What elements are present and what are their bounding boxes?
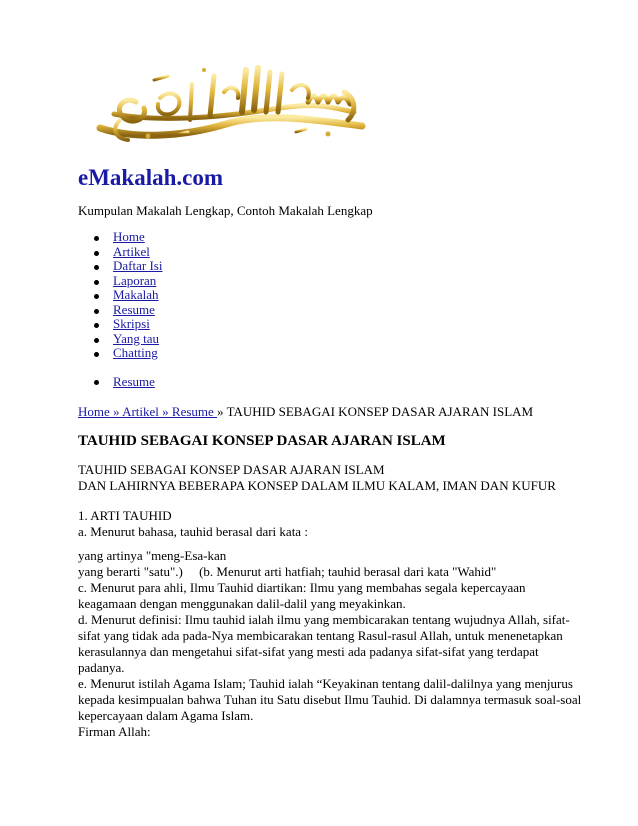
paragraph-line: d. Menurut definisi: Ilmu tauhid ialah ilmu yang membicarakan tentang wujudnya Allah, sifat-	[78, 612, 570, 627]
article-body	[78, 548, 582, 740]
nav-item-artikel	[92, 245, 162, 260]
section-heading: 1. ARTI TAUHID	[78, 508, 172, 523]
nav-link-chatting[interactable]: Chatting	[113, 345, 158, 360]
nav-link-yang-tau[interactable]: Yang tau	[113, 330, 159, 346]
sub-nav	[92, 374, 155, 389]
nav-link-laporan[interactable]: Laporan	[113, 272, 157, 288]
nav-link-daftar-isi[interactable]: Daftar Isi	[113, 258, 163, 273]
nav-link-artikel[interactable]: Artikel	[113, 243, 150, 259]
bismillah-calligraphy-logo	[96, 62, 366, 144]
section-arti-tauhid	[78, 508, 568, 540]
nav-link-skripsi[interactable]: Skripsi	[113, 316, 150, 331]
nav-link-home[interactable]: Home	[113, 229, 145, 244]
nav-item-laporan	[92, 274, 162, 289]
sub-nav-item-resume	[92, 374, 155, 389]
nav-item-chatting	[92, 346, 162, 361]
paragraph-line: kerasulannya dan mengetahui sifat-sifat yang mesti ada padanya sifat-sifat yang terdapat	[78, 644, 539, 659]
breadcrumb-home-link[interactable]: Home	[78, 404, 110, 419]
breadcrumb-separator: »	[217, 404, 227, 419]
paragraph-line: sifat yang tidak ada pada-Nya membicarakan tentang Rasul-rasul Allah, untuk menenetapkan	[78, 628, 563, 643]
breadcrumb-separator[interactable]: »	[109, 404, 123, 419]
subtitle-line: TAUHID SEBAGAI KONSEP DASAR AJARAN ISLAM	[78, 462, 385, 477]
nav-item-makalah	[92, 288, 162, 303]
nav-item-home	[92, 230, 162, 245]
nav-link-resume[interactable]: Resume	[113, 301, 155, 317]
breadcrumb-separator[interactable]: »	[162, 404, 172, 419]
article-subtitle	[78, 462, 568, 494]
sub-nav-link-resume[interactable]: Resume	[113, 374, 155, 389]
paragraph-line: kepercayaan dalam Agama Islam.	[78, 708, 254, 723]
paragraph-line: e. Menurut istilah Agama Islam; Tauhid ialah “Keyakinan tentang dalil-dalilnya yang menjurus	[78, 676, 573, 691]
paragraph-line: yang berarti "satu".) (b. Menurut arti hatfiah; tauhid berasal dari kata "Wahid"	[78, 564, 497, 579]
nav-item-yang-tau	[92, 332, 162, 347]
nav-item-resume	[92, 303, 162, 318]
site-tagline: Kumpulan Makalah Lengkap, Contoh Makalah Lengkap	[78, 203, 373, 218]
breadcrumb	[78, 404, 533, 420]
subtitle-line: DAN LAHIRNYA BEBERAPA KONSEP DALAM ILMU KALAM, IMAN DAN KUFUR	[78, 478, 556, 493]
nav-link-makalah[interactable]: Makalah	[113, 287, 159, 302]
paragraph-line: c. Menurut para ahli, Ilmu Tauhid diartikan: Ilmu yang membahas segala kepercayaan	[78, 580, 526, 595]
main-nav	[92, 230, 162, 361]
paragraph-line: yang artinya "meng-Esa-kan	[78, 548, 227, 563]
site-title-link[interactable]: eMakalah.com	[78, 165, 224, 190]
paragraph-line: Firman Allah:	[78, 724, 151, 739]
breadcrumb-resume-link[interactable]: Resume	[171, 404, 218, 419]
breadcrumb-artikel-link[interactable]: Artikel	[122, 404, 163, 419]
paragraph-line: padanya.	[78, 660, 125, 675]
article-title: TAUHID SEBAGAI KONSEP DASAR AJARAN ISLAM	[78, 433, 446, 449]
paragraph-line: a. Menurut bahasa, tauhid berasal dari kata :	[78, 524, 308, 539]
nav-item-skripsi	[92, 317, 162, 332]
nav-item-daftar-isi	[92, 259, 162, 274]
paragraph-line: kepada kesimpualan bahwa Tuhan itu Satu disebut Ilmu Tauhid. Di dalamnya termasuk soal-soal	[78, 692, 582, 707]
breadcrumb-current: TAUHID SEBAGAI KONSEP DASAR AJARAN ISLAM	[226, 404, 534, 419]
paragraph-line: keagamaan dengan menggunakan dalil-dalil yang meyakinkan.	[78, 596, 406, 611]
